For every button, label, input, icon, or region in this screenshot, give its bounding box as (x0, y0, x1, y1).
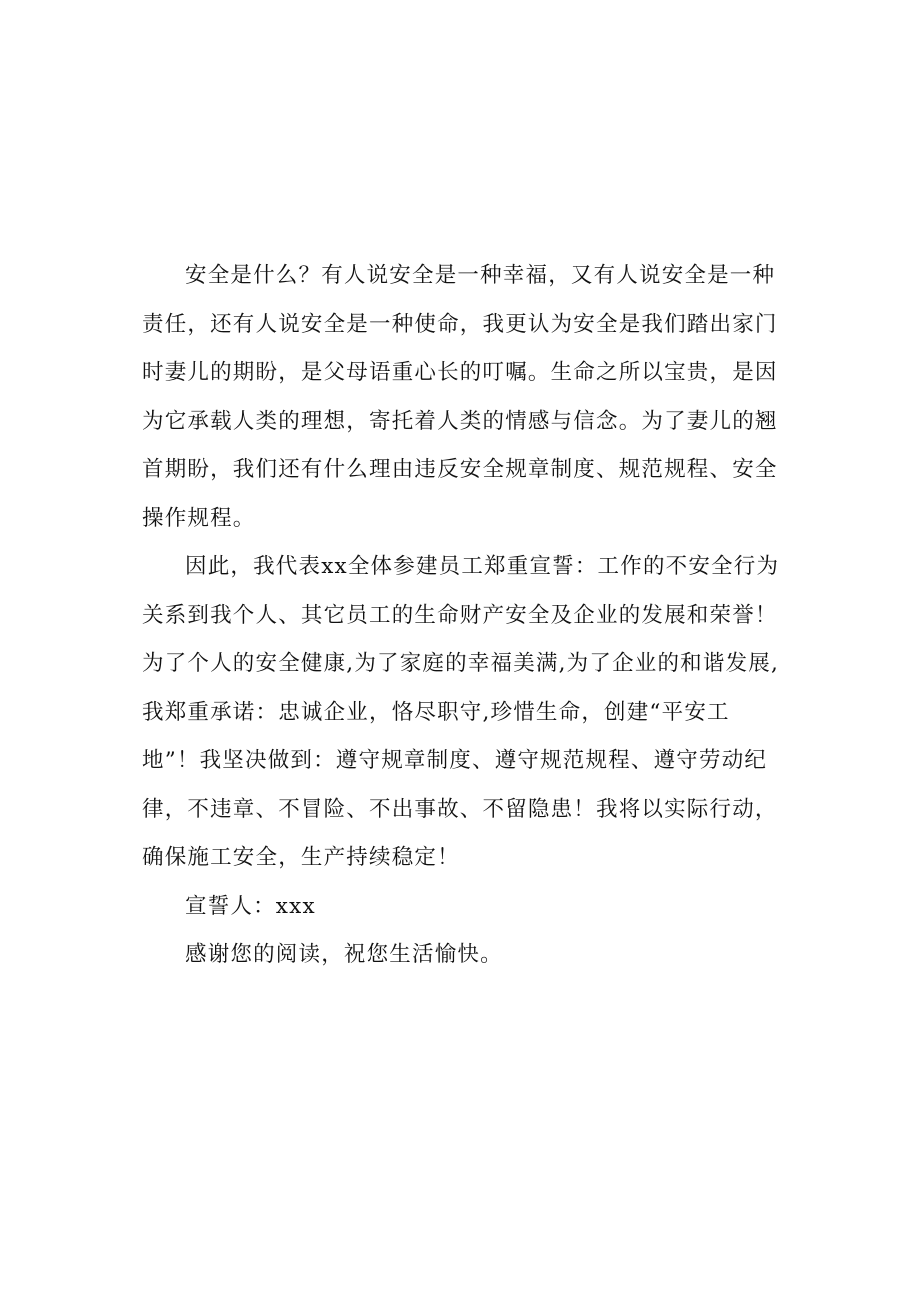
text-line: 地”！我坚决做到：遵守规章制度、遵守规范规程、遵守劳动纪 (142, 748, 768, 773)
text-line: 首期盼，我们还有什么理由违反安全规章制度、规范规程、安全 (142, 457, 778, 482)
text-line: 责任，还有人说安全是一种使命，我更认为安全是我们踏出家门 (142, 311, 778, 337)
paragraph-oath (142, 543, 802, 883)
text-line: 操作规程。 (142, 505, 256, 531)
text-line: 我郑重承诺：忠诚企业，恪尽职守,珍惜生命，创建“平安工 (142, 699, 730, 725)
text-line: 时妻儿的期盼，是父母语重心长的叮嘱。生命之所以宝贵，是因 (142, 360, 778, 385)
text-line: 为它承载人类的理想，寄托着人类的情感与信念。为了妻儿的翘 (142, 408, 778, 434)
text-line: 关系到我个人、其它员工的生命财产安全及企业的发展和荣誉！ (142, 602, 778, 628)
text-line: 为了个人的安全健康,为了家庭的幸福美满,为了企业的和谐发展, (142, 651, 780, 676)
text-line: 感谢您的阅读，祝您生活愉快。 (185, 942, 503, 967)
paragraph-oath-taker (142, 883, 802, 932)
document-body (142, 252, 802, 980)
paragraph-safety-meaning (142, 252, 802, 543)
text-line: 律，不违章、不冒险、不出事故、不留隐患！我将以实际行动， (142, 796, 778, 822)
text-line: 确保施工安全，生产持续稳定！ (142, 845, 460, 870)
text-line: 宣誓人：xxx (185, 893, 316, 919)
text-line: 因此，我代表xx全体参建员工郑重宣誓：工作的不安全行为 (185, 554, 780, 579)
text-line: 安全是什么？有人说安全是一种幸福，又有人说安全是一种 (185, 263, 776, 288)
paragraph-closing (142, 931, 802, 980)
